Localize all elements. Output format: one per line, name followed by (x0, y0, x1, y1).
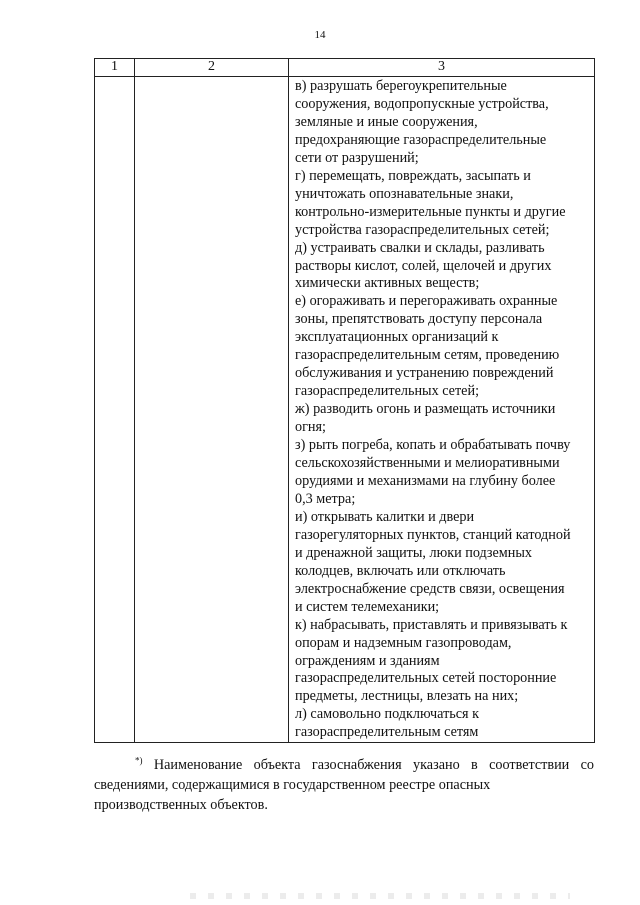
clause-line: газораспределительных сетей посторонние (295, 670, 557, 687)
page-number: 14 (314, 29, 326, 41)
clause-line: уничтожать опознавательные знаки, (295, 185, 514, 202)
column-header-1: 1 (95, 59, 135, 77)
column-header-2: 2 (135, 59, 289, 77)
column-2-cell (135, 77, 289, 743)
clause-line: зоны, препятствовать доступу персонала (295, 311, 543, 328)
clause-line: колодцев, включать или отключать (295, 562, 506, 579)
footnote-marker: *) (135, 755, 143, 766)
clause-line: л) самовольно подключаться к (295, 706, 480, 723)
clause-line: 0,3 метра; (295, 490, 356, 507)
clause-line: газораспределительным сетям (295, 724, 479, 741)
footnote-last-line: производственных объектов. (94, 797, 268, 813)
clause-line: д) устраивать свалки и склады, разливать (295, 239, 545, 256)
clause-line: сооружения, водопропускные устройства, (295, 95, 549, 112)
clause-line: г) перемещать, повреждать, засыпать и (295, 167, 531, 184)
clause-line: з) рыть погреба, копать и обрабатывать почву (295, 437, 571, 454)
footnote-text: Наименование объекта газоснабжения указано в соответствии со сведениями, содержащимися в государственном реестре опасных (94, 757, 595, 793)
clause-line: электроснабжение средств связи, освещения (295, 580, 565, 597)
clause-line: предохраняющие газораспределительные (295, 131, 547, 148)
clause-line: газорегуляторных пунктов, станций катодной (295, 526, 571, 543)
clause-line: устройства газораспределительных сетей; (295, 221, 550, 238)
footnote (94, 755, 594, 815)
clause-line: ограждениям и зданиям (295, 652, 440, 669)
clause-line: огня; (295, 419, 326, 436)
clause-line: обслуживания и устранению повреждений (295, 365, 554, 382)
clause-line: газораспределительным сетям, проведению (295, 347, 560, 364)
clause-line: предметы, лестницы, влезать на них; (295, 688, 519, 705)
column-header-3: 3 (289, 59, 595, 77)
clause-line: контрольно-измерительные пункты и другие (295, 203, 566, 220)
clause-line: и) открывать калитки и двери (295, 508, 475, 525)
clause-line: сельскохозяйственными и мелиоративными (295, 455, 560, 472)
clause-line: и дренажной защиты, люки подземных (295, 544, 532, 561)
clause-line: эксплуатационных организаций к (295, 329, 499, 346)
clause-line: в) разрушать берегоукрепительные (295, 78, 507, 94)
clause-line: газораспределительных сетей; (295, 383, 480, 400)
clause-line: орудиями и механизмами на глубину более (295, 472, 556, 489)
clause-line: сети от разрушений; (295, 149, 419, 166)
footnote-paragraph (94, 755, 594, 795)
clause-line: ж) разводить огонь и размещать источники (295, 401, 556, 418)
clause-line: химически активных веществ; (295, 275, 480, 292)
faint-footer-mark (190, 893, 570, 899)
clause-line: опорам и надземным газопроводам, (295, 634, 512, 651)
column-1-cell (95, 77, 135, 743)
clause-line: и систем телемеханики; (295, 598, 440, 615)
clause-line: земляные и иные сооружения, (295, 113, 478, 130)
clause-line: растворы кислот, солей, щелочей и других (295, 257, 552, 274)
clause-line: е) огораживать и перегораживать охранные (295, 293, 558, 310)
table-header-row (95, 59, 595, 77)
clause-line: к) набрасывать, приставлять и привязывать к (295, 616, 568, 633)
column-3-cell (289, 77, 595, 743)
requirements-table (94, 58, 595, 743)
table-row (95, 77, 595, 743)
